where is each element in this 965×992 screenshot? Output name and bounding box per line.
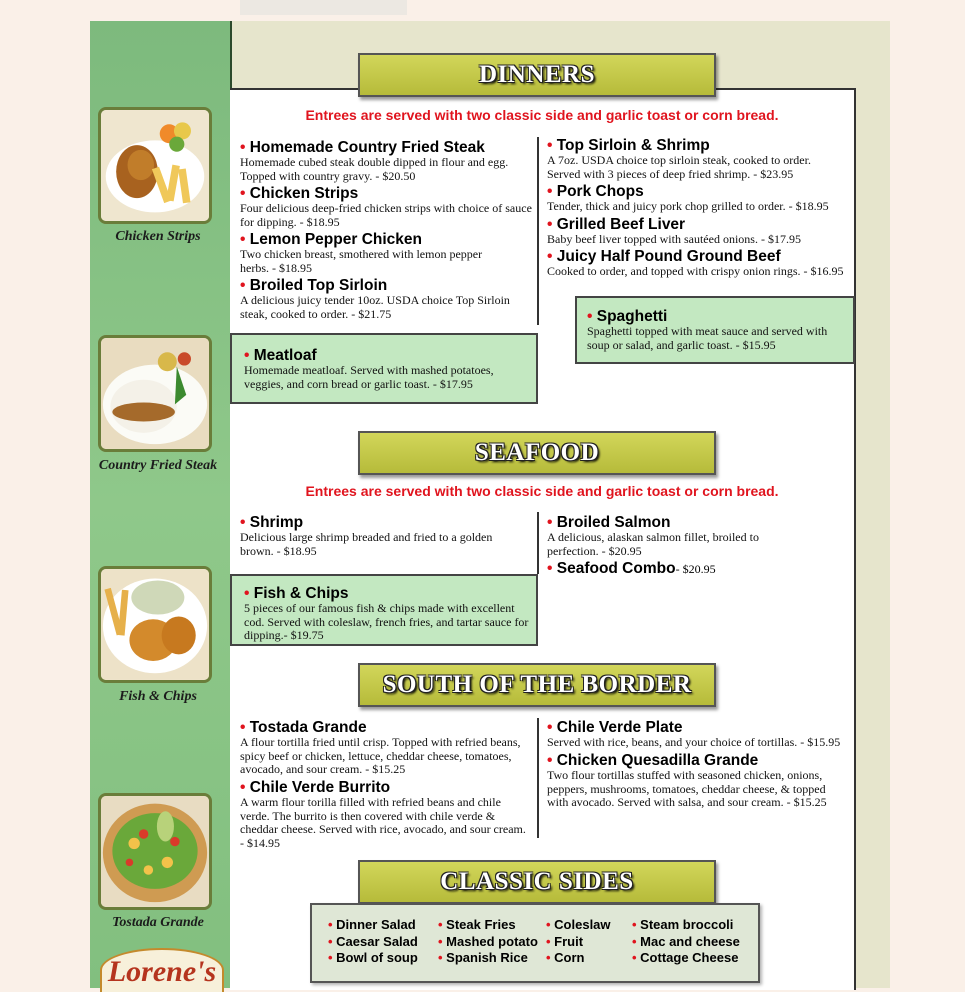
item-desc: Cooked to order, and topped with crispy onion rings. - $16.95 [547, 264, 844, 278]
meatloaf-box [230, 333, 538, 404]
side-item: • Steam broccoli [632, 917, 740, 934]
item-name: • Chicken Quesadilla Grande [547, 752, 837, 769]
column-divider [537, 718, 539, 838]
column-divider [537, 512, 539, 574]
side-item: • Mashed potato [438, 934, 538, 951]
side-item: • Corn [546, 950, 611, 967]
south-of-the-border-banner: SOUTH OF THE BORDER [358, 663, 716, 707]
item-desc: A 7oz. USDA choice top sirloin steak, cooked to order. Served with 3 pieces of deep fried shrimp. - $23.95 [547, 153, 811, 181]
dinners-note: Entrees are served with two classic side and garlic toast or corn bread. [305, 107, 779, 123]
item-name: • Top Sirloin & Shrimp [547, 137, 847, 154]
sides-column [328, 917, 418, 967]
item-name: • Broiled Top Sirloin [240, 277, 530, 294]
menu-item [547, 719, 847, 750]
menu-item [547, 560, 847, 578]
menu-item [547, 216, 847, 247]
menu-item [240, 139, 530, 183]
side-item: • Steak Fries [438, 917, 538, 934]
item-desc: Four delicious deep-fried chicken strips with choice of sauce for dipping. - $18.95 [240, 201, 532, 229]
menu-item [547, 183, 847, 214]
item-desc: A flour tortilla fried until crisp. Topped with refried beans, spicy beef or chicken, lettuce, cheddar cheese, tomatoes, avocado, and sour cream. - $15.25 [240, 735, 521, 776]
item-name: • Meatloaf [244, 347, 532, 364]
item-desc: Delicious large shrimp breaded and fried to a golden brown. - $18.95 [240, 530, 493, 558]
item-desc: Two chicken breast, smothered with lemon pepper herbs. - $18.95 [240, 247, 483, 275]
sides-column [438, 917, 538, 967]
classic-sides-banner: CLASSIC SIDES [358, 860, 716, 904]
item-name: • Pork Chops [547, 183, 847, 200]
fish-and-chips-box [230, 574, 538, 646]
side-item: • Spanish Rice [438, 950, 538, 967]
item-name: • Grilled Beef Liver [547, 216, 847, 233]
sides-column [632, 917, 740, 967]
item-desc: A delicious, alaskan salmon fillet, broiled to perfection. - $20.95 [547, 530, 759, 558]
seafood-note: Entrees are served with two classic side and garlic toast or corn bread. [305, 483, 779, 499]
menu-item [240, 719, 530, 777]
item-name-text: Seafood Combo [556, 560, 676, 577]
caption-fish-and-chips: Fish & Chips [119, 689, 197, 704]
item-name: • Lemon Pepper Chicken [240, 231, 500, 248]
menu-item [240, 231, 500, 275]
column-divider [537, 137, 539, 325]
lorenes-logo: Lorene's [100, 948, 224, 992]
menu-item [240, 514, 520, 558]
side-item: • Dinner Salad [328, 917, 418, 934]
side-item: • Fruit [546, 934, 611, 951]
item-desc: Spaghetti topped with meat sauce and served with soup or salad, and garlic toast. - $15.95 [587, 324, 828, 352]
side-item: • Cottage Cheese [632, 950, 740, 967]
item-desc: A warm flour torilla filled with refried beans and chile verde. The burrito is then covered with chile verde & cheddar cheese. Served with rice, avocado, and sour cream. - $14.95 [240, 795, 526, 850]
item-desc: Served with rice, beans, and your choice of tortillas. - $15.95 [547, 735, 841, 749]
seafood-banner: SEAFOOD [358, 431, 716, 475]
menu-item [240, 277, 530, 321]
item-name: • Spaghetti [587, 308, 843, 325]
caption-country-fried-steak: Country Fried Steak [98, 458, 218, 473]
side-item: • Mac and cheese [632, 934, 740, 951]
side-item: • Coleslaw [546, 917, 611, 934]
menu-item [547, 137, 847, 181]
chicken-strips-photo [98, 107, 212, 224]
item-desc: Two flour tortillas stuffed with seasoned chicken, onions, peppers, mushrooms, tomatoes, cheddar cheese, & topped with avocado. Served with salsa, and sour cream. - $15.25 [547, 768, 827, 809]
menu-item [547, 248, 852, 279]
item-desc: Homemade cubed steak double dipped in flour and egg. Topped with country gravy. - $20.50 [240, 155, 509, 183]
item-desc: 5 pieces of our famous fish & chips made with excellent cod. Served with coleslaw, french fries, and tartar sauce for dipping.- $19.75 [244, 601, 529, 642]
fish-and-chips-photo [98, 566, 212, 683]
top-scroll-bar [240, 0, 407, 15]
item-name: • Chile Verde Plate [547, 719, 847, 736]
item-name [547, 560, 847, 578]
sides-column [546, 917, 611, 967]
item-desc: Baby beef liver topped with sautéed onions. - $17.95 [547, 232, 801, 246]
side-item: • Bowl of soup [328, 950, 418, 967]
item-price: - $20.95 [675, 562, 716, 576]
item-name: • Chile Verde Burrito [240, 779, 532, 796]
item-desc: A delicious juicy tender 10oz. USDA choice Top Sirloin steak, cooked to order. - $21.75 [240, 293, 510, 321]
item-name: • Tostada Grande [240, 719, 530, 736]
menu-item [240, 779, 532, 850]
item-name: • Shrimp [240, 514, 520, 531]
item-desc: Tender, thick and juicy pork chop grilled to order. - $18.95 [547, 199, 829, 213]
item-name: • Juicy Half Pound Ground Beef [547, 248, 852, 265]
item-name: • Fish & Chips [244, 585, 532, 602]
caption-tostada-grande: Tostada Grande [112, 915, 204, 930]
menu-item [547, 514, 787, 558]
caption-chicken-strips: Chicken Strips [115, 229, 201, 244]
menu-item [240, 185, 532, 229]
dinners-banner: DINNERS [358, 53, 716, 97]
tostada-grande-photo [98, 793, 212, 910]
item-name: • Homemade Country Fried Steak [240, 139, 530, 156]
item-name: • Chicken Strips [240, 185, 532, 202]
menu-item [547, 752, 837, 810]
country-fried-steak-photo [98, 335, 212, 452]
item-name: • Broiled Salmon [547, 514, 787, 531]
item-desc: Homemade meatloaf. Served with mashed potatoes, veggies, and corn bread or garlic toast. - $17.95 [244, 363, 494, 391]
side-item: • Caesar Salad [328, 934, 418, 951]
spaghetti-box [575, 296, 855, 364]
classic-sides-box [310, 903, 760, 983]
